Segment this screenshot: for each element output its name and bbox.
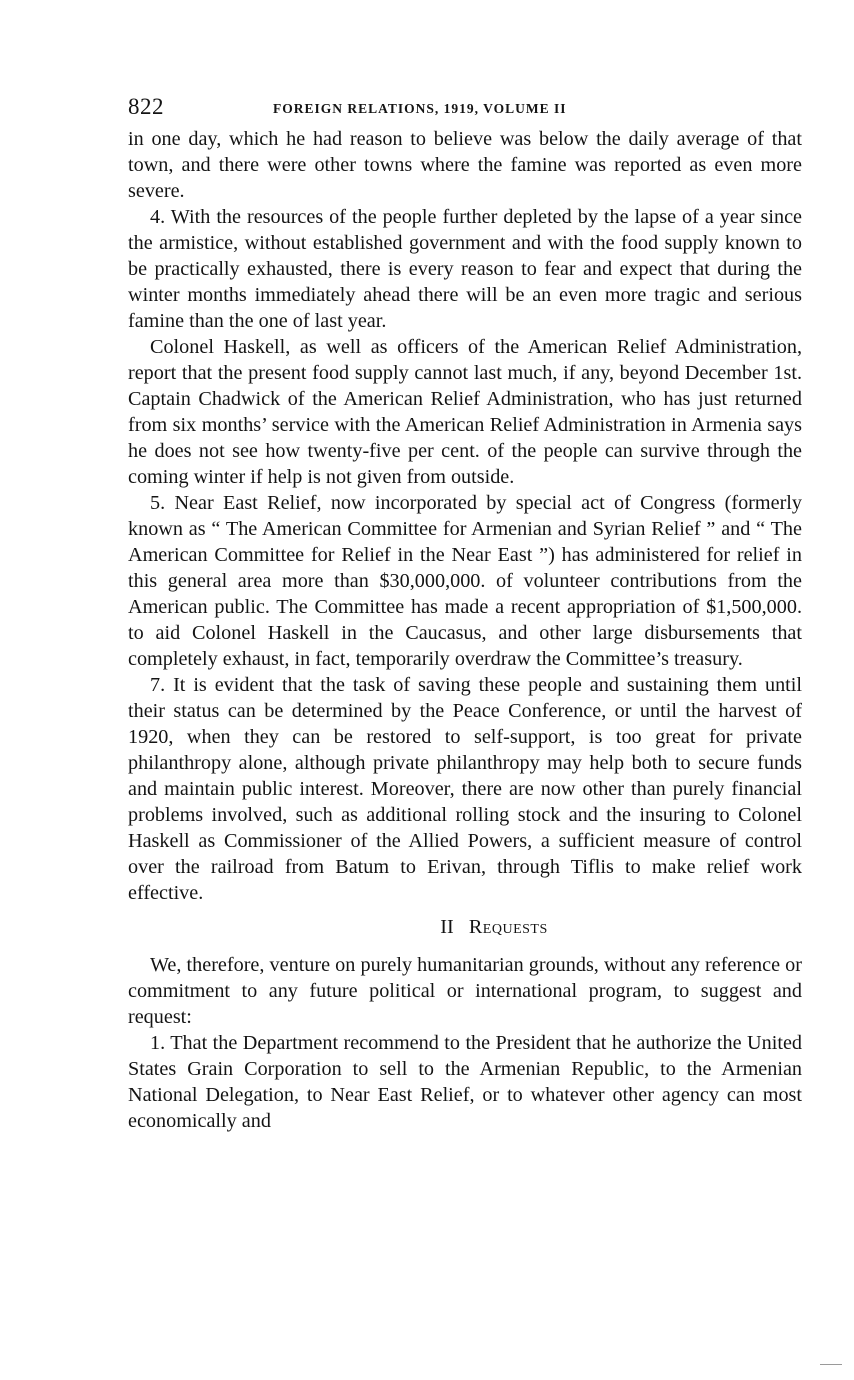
scan-mark bbox=[820, 1364, 842, 1365]
section-heading bbox=[186, 914, 802, 940]
page-number: 822 bbox=[128, 94, 164, 119]
paragraph-continuation: in one day, which he had reason to believe was below the daily average of that town, and there were other towns where the famine was reported as even more severe. bbox=[128, 128, 802, 202]
paragraph-item-5: 5. Near East Relief, now incorporated by special act of Congress (formerly known as “ The American Committee for Armenian and Syrian Relief ” and “ The American Committee for Relief in the Near East ”) has administered for relief in this general area more than $30,000,000. of volunteer contributions from the American public. The Committee has made a recent appropriation of $1,500,000. to aid Colonel Haskell in the Caucasus, and other large disbursements that completely exhaust, in fact, temporarily overdraw the Committee’s treasury. bbox=[128, 492, 802, 670]
paragraph-requests-intro: We, therefore, venture on purely humanitarian grounds, without any reference or commitment to any future political or international program, to suggest and request: bbox=[128, 954, 802, 1028]
section-numeral: II bbox=[440, 916, 454, 938]
body-text bbox=[128, 126, 802, 1134]
paragraph-haskell-report: Colonel Haskell, as well as officers of the American Relief Administration, report that the present food supply cannot last much, if any, beyond December 1st. Captain Chadwick of the American Relief Administration, who has just returned from six months’ service with the American Relief Administration in Armenia says he does not see how twenty-five per cent. of the people can survive through the coming winter if help is not given from outside. bbox=[128, 336, 802, 488]
paragraph-item-4: 4. With the resources of the people further depleted by the lapse of a year since the armistice, without established government and with the food supply known to be practically exhausted, there is every reason to fear and expect that during the winter months immediately ahead there will be an even more tragic and serious famine than the one of last year. bbox=[128, 206, 802, 332]
section-title: Requests bbox=[468, 916, 548, 938]
page-header bbox=[128, 92, 802, 126]
running-head: FOREIGN RELATIONS, 1919, VOLUME II bbox=[273, 101, 567, 116]
document-page bbox=[128, 92, 802, 1134]
paragraph-request-1: 1. That the Department recommend to the President that he authorize the United States Grain Corporation to sell to the Armenian Republic, to the Armenian National Delegation, to Near East Relief, or to whatever other agency can most economically and bbox=[128, 1032, 802, 1132]
paragraph-item-7: 7. It is evident that the task of saving these people and sustaining them until their status can be determined by the Peace Conference, or until the harvest of 1920, when they can be restored to self-support, is too great for private philanthropy alone, although private philanthropy may help both to secure funds and maintain public interest. Moreover, there are now other than purely financial problems involved, such as additional rolling stock and the insuring to Colonel Haskell as Commissioner of the Allied Powers, a sufficient measure of control over the railroad from Batum to Erivan, through Tiflis to make relief work effective. bbox=[128, 674, 802, 904]
